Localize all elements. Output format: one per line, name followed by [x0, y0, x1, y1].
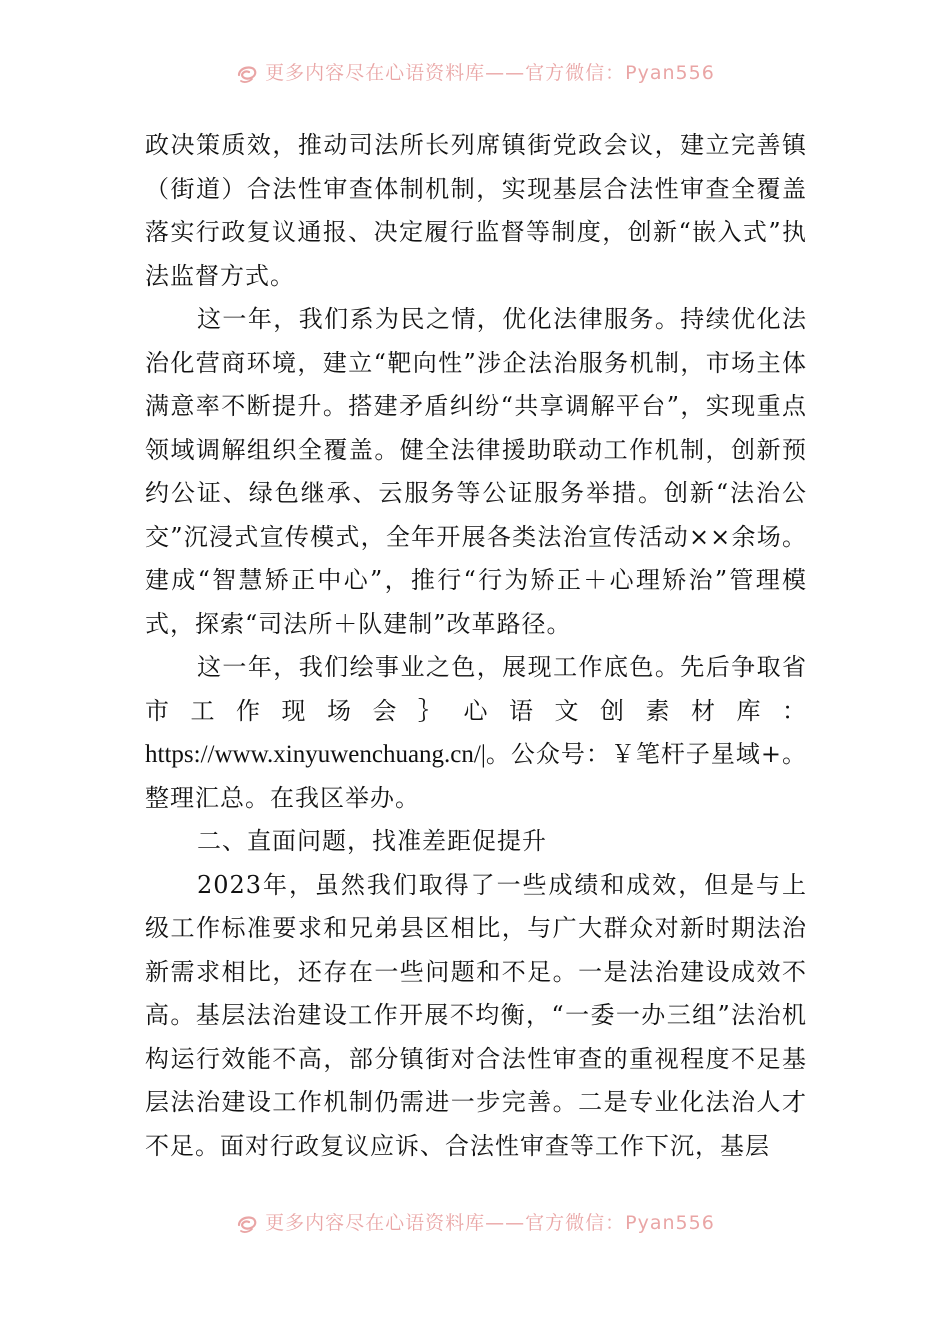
swirl-logo-icon [235, 1211, 259, 1235]
document-body [145, 124, 807, 1168]
paragraph-achievements-text-a: 这一年，我们绘事业之色，展现工作底色。先后争取省市工作现场会｝心语文创素材库： [145, 653, 807, 725]
footer-watermark-banner [0, 1208, 950, 1235]
swirl-logo-icon [235, 61, 259, 85]
header-watermark-banner [0, 58, 950, 85]
paragraph-achievements-text-b: 。公众号：￥笔杆子星域+。整理汇总。在我区举办。 [145, 740, 807, 812]
paragraph-problems: 2023年，虽然我们取得了一些成绩和成效，但是与上级工作标准要求和兄弟县区相比，与广大群众对新时期法治新需求相比，还存在一些问题和不足。一是法治建设成效不高。基层法治建设工作开展不均衡，“一委一办三组”法治机构运行效能不高，部分镇街对合法性审查的重视程度不足基层法治建设工作机制仍需进一步完善。二是专业化法治人才不足。面对行政复议应诉、合法性审查等工作下沉，基层 [145, 870, 807, 1160]
paragraph-achievements [145, 646, 807, 820]
paragraph-continuation: 政决策质效，推动司法所长列席镇街党政会议，建立完善镇（街道）合法性审查体制机制，实现基层合法性审查全覆盖落实行政复议通报、决定履行监督等制度，创新“嵌入式”执法监督方式。 [145, 131, 807, 290]
footer-banner-text: 更多内容尽在心语资料库——官方微信：Pyan556 [265, 1212, 715, 1234]
paragraph-achievements-url: https://www.xinyuwenchuang.cn/| [145, 741, 486, 768]
section-heading-problems: 二、直面问题，找准差距促提升 [197, 827, 547, 855]
header-banner-text: 更多内容尽在心语资料库——官方微信：Pyan556 [265, 62, 715, 84]
paragraph-legal-services: 这一年，我们系为民之情，优化法律服务。持续优化法治化营商环境，建立“靶向性”涉企法治服务机制，市场主体满意率不断提升。搭建矛盾纠纷“共享调解平台”，实现重点领域调解组织全覆盖。健全法律援助联动工作机制，创新预约公证、绿色继承、云服务等公证服务举措。创新“法治公交”沉浸式宣传模式，全年开展各类法治宣传活动××余场。建成“智慧矫正中心”，推行“行为矫正＋心理矫治”管理模式，探索“司法所＋队建制”改革路径。 [145, 305, 807, 638]
